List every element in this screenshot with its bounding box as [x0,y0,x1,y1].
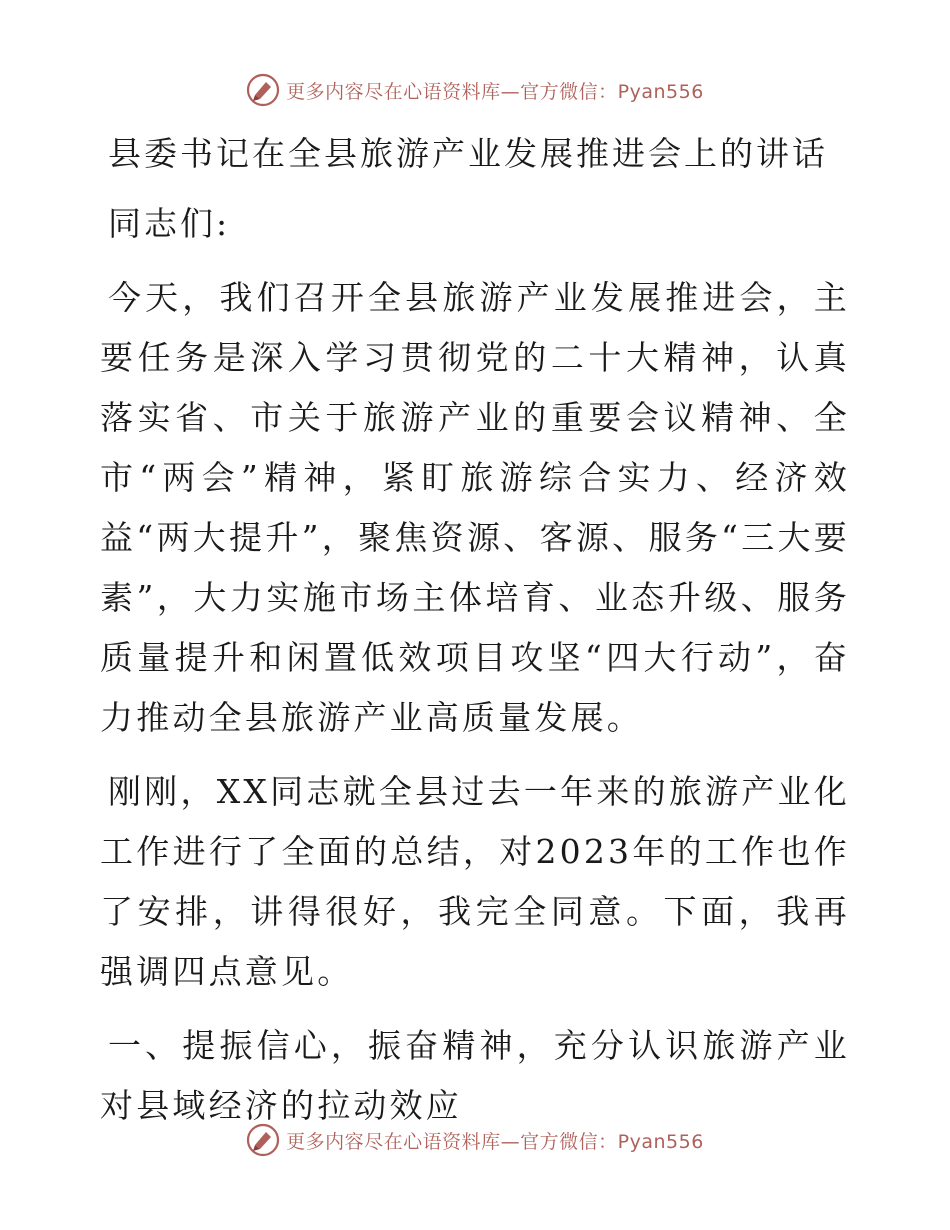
paragraph: 刚刚，XX同志就全县过去一年来的旅游产业化工作进行了全面的总结，对2023年的工作也作了安排，讲得很好，我完全同意。下面，我再强调四点意见。 [100,772,850,991]
header-watermark [0,70,950,110]
paragraph: 今天，我们召开全县旅游产业发展推进会，主要任务是深入学习贯彻党的二十大精神，认真落实省、市关于旅游产业的重要会议精神、全市“两会”精神，紧盯旅游综合实力、经济效益“两大提升”，聚焦资源、客源、服务“三大要素”，大力实施市场主体培育、业态升级、服务质量提升和闲置低效项目攻坚“四大行动”，奋力推动全县旅游产业高质量发展。 [100,278,850,737]
footer-watermark [0,1120,950,1160]
document-body [100,120,850,1136]
watermark-text: 更多内容尽在心语资料库—官方微信：Pyan556 [286,80,704,103]
watermark-text: 更多内容尽在心语资料库—官方微信：Pyan556 [286,1130,704,1153]
section-heading: 一、提振信心，振奋精神，充分认识旅游产业对县域经济的拉动效应 [100,1026,850,1125]
salutation: 同志们: [108,204,231,243]
document-title: 县委书记在全县旅游产业发展推进会上的讲话 [108,134,828,173]
logo-icon [246,1123,280,1157]
logo-icon [246,73,280,107]
